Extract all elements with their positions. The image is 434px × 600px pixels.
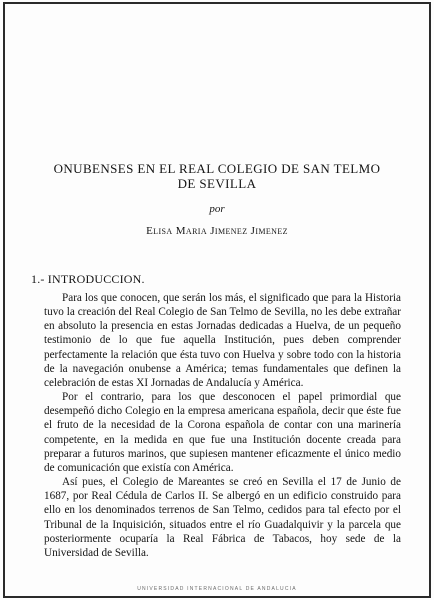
article-title	[40, 161, 394, 191]
paragraph-1: Para los que conocen, que serán los más, el significado que para la Historia tuvo la creación del Real Colegio de San Telmo de Sevilla, no les debe extrañar en absoluto la presencia en estas Jornadas dedicadas a Huelva, de un pequeño testimonio de lo que fue aquella Institución, pues deben comprender perfectamente la relación que ésta tuvo con Huelva y sobre todo con la historia de la navegación onubense a América; temas fundamentales que definen la celebración de estas XI Jornadas de Andalucía y América.	[44, 292, 401, 389]
page-border-right	[429, 2, 431, 598]
by-word: por	[209, 203, 225, 215]
body-text	[44, 291, 401, 560]
article-title-line-1: ONUBENSES EN EL REAL COLEGIO DE SAN TELMO	[53, 161, 381, 176]
paragraph-3: Así pues, el Colegio de Mareantes se creó en Sevilla el 17 de Junio de 1687, por Real Cédula de Carlos II. Se albergó en un edificio construido para ello en los denominados terrenos de San Telmo, cedidos para tal efecto por el Tribunal de la Inquisición, situados entre el río Guadalquivir y la parcela que posteriormente ocuparía la Real Fábrica de Tabacos, hoy sede de la Universidad de Sevilla.	[44, 476, 401, 559]
author-name: Elisa Maria Jimenez Jimenez	[146, 225, 288, 237]
article-title-line-2: DE SEVILLA	[177, 176, 257, 191]
paragraph-2: Por el contrario, para los que desconocen el papel primordial que desempeñó dicho Colegio en la empresa americana española, decir que éste fue el fruto de la necesidad de la Corona española de contar con una marinería competente, en la medida en que fue una Institución docente creada para preparar a futuros marinos, que supiesen mantener eficazmente el único medio de comunicación que existía con América.	[44, 391, 401, 474]
page-border-top	[3, 2, 431, 4]
page-border-left	[3, 2, 5, 598]
library-stamp: UNIVERSIDAD INTERNACIONAL DE ANDALUCIA	[137, 586, 297, 592]
page-border-bottom	[3, 596, 431, 598]
section-heading: 1.- INTRODUCCION.	[31, 272, 145, 286]
